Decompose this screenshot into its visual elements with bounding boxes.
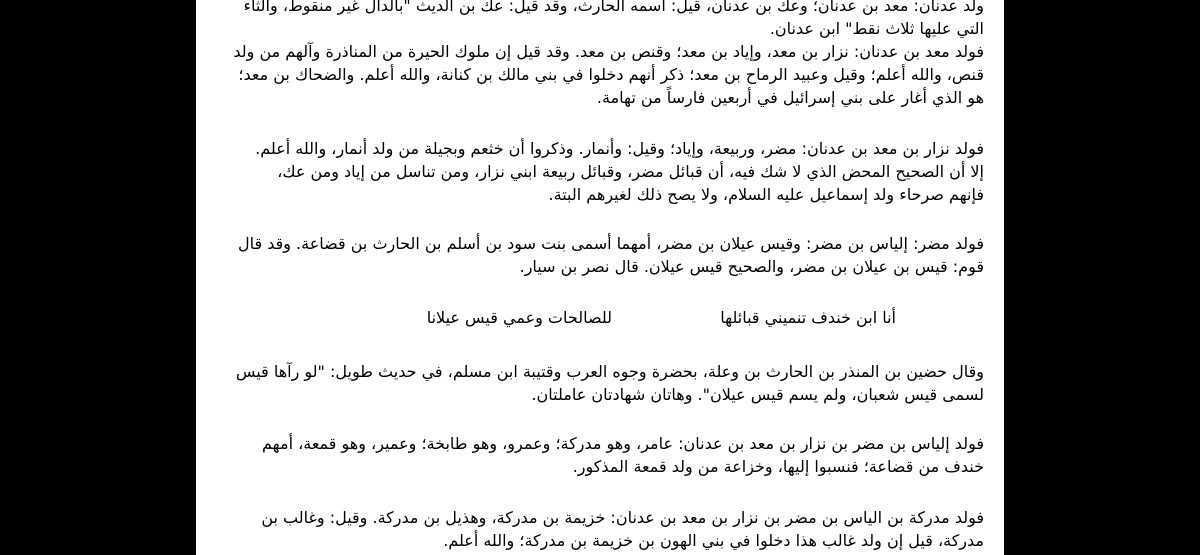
poetry-verse <box>196 308 1004 331</box>
text-line: فولد نزار بن معد بن عدنان: مضر، وربيعة، وإياد؛ وقيل: وأنمار. وذكروا أن خثعم وبجيلة من ولد أنمار، والله أعلم. <box>255 139 984 158</box>
text-line: هو الذي أغار على بني إسرائيل في أربعين فارساً من تهامة. <box>596 88 984 107</box>
paragraph <box>214 432 984 478</box>
text-line: فولد مدركة بن الياس بن مضر بن نزار بن معد بن عدنان: خزيمة بن مدركة، وهذيل بن مدركة. وقيل: وغالب بن <box>261 508 984 527</box>
text-line: التي عليها ثلاث نقط" ابن عدنان. <box>769 19 984 38</box>
paragraph <box>214 360 984 406</box>
text-line: خندف من قضاعة؛ فنسبوا إليها، وخزاعة من ولد قمعة المذكور. <box>572 457 984 476</box>
paragraph <box>214 506 984 552</box>
text-line: قنص، والله أعلم؛ وقيل وعبيد الرماح بن معد؛ ذكر أنهم دخلوا في بني مالك بن كنانة، والله أعلم. والضحاك بن معد؛ <box>238 65 984 84</box>
document-page <box>196 0 1004 555</box>
text-line: فولد مضر: إلياس بن مضر: وقيس عيلان بن مضر، أمهما أسمى بنت سود بن أسلم بن الحارث بن قضاعة. وقد قال <box>237 234 984 253</box>
verse-first-hemistich: أنا ابن خندف تنميني قبائلها <box>720 308 896 327</box>
paragraph <box>214 40 984 109</box>
text-line: مدركة، قيل إن ولد غالب هذا دخلوا في بني الهون بن خزيمة بن مدركة؛ والله أعلم. <box>443 531 984 550</box>
paragraph <box>214 0 984 40</box>
text-line: إلا أن الصحيح المحض الذي لا شك فيه، أن قبائل مضر، وقبائل ربيعة ابني نزار، ومن تناسل من إياد ومن عك، <box>277 162 984 181</box>
text-line: فولد معد بن عدنان: نزار بن معد، وإياد بن معد؛ وقنص بن معد. وقد قيل إن ملوك الحيرة من المناذرة وآلهم من ولد <box>233 42 984 61</box>
text-line: فولد إلياس بن مضر بن نزار بن معد بن عدنان: عامر، وهو مدركة؛ وعمرو، وهو طابخة؛ وعمير، وهو قمعة، أمهم <box>261 434 984 453</box>
paragraph <box>214 137 984 206</box>
text-line: ولد عدنان: معد بن عدنان؛ وعك بن عدنان، قيل: اسمه الحارث، وقد قيل: عك بن الديث "بالدال غير منقوط، والثاء <box>243 0 984 15</box>
paragraph <box>214 232 984 278</box>
text-line: فإنهم صرحاء ولد إسماعيل عليه السلام، ولا يصح ذلك لغيرهم البتة. <box>548 185 984 204</box>
text-line: لسمى قيس شعبان، ولم يسم قيس عيلان". وهاتان شهادتان عاملتان. <box>531 385 984 404</box>
text-line: قوم: قيس بن عيلان بن مضر، والصحيح قيس عيلان. قال نصر بن سيار. <box>519 257 984 276</box>
verse-second-hemistich: للصالحات وعمي قيس عيلانا <box>426 308 612 327</box>
text-line: وقال حضين بن المنذر بن الحارث بن وعلة، بحضرة وجوه العرب وقتيبة ابن مسلم، في حديث طويل: "لو رآها قيس <box>235 362 984 381</box>
